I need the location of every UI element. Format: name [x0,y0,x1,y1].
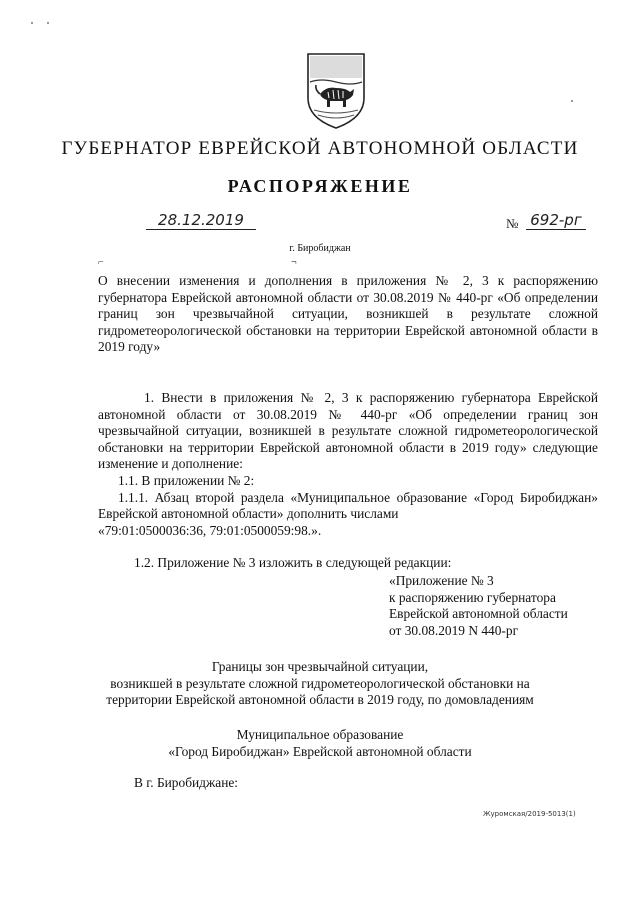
footer-reference: Журомская/2019-5013(1) [483,810,576,818]
handwritten-date: 28.12.2019 [146,211,256,230]
item-1-1-1-tail: «79:01:0500036:36, 79:01:0500059:98.». [98,522,322,538]
appendix-line: Еврейской автономной области [389,606,568,622]
corner-bracket-left: ⌐ [98,257,104,268]
appendix-line: от 30.08.2019 N 440-рг [389,622,519,638]
item-1-2: 1.2. Приложение № 3 изложить в следующей редакции: [134,555,452,570]
item-1: 1. Внести в приложения № 2, 3 к распоряжению губернатора Еврейской автономной области от 30.08.2019 № 440-рг «Об определении границ зон чрезвычайной ситуации, возникшей в результате сложной гидрометеорологической обстановки на территории Еврейской автономной области в 2019 году» следующие изменение и дополнение: [98,390,598,472]
boundaries-title-line: Границы зон чрезвычайной ситуации, [211,659,429,674]
in-city-label: В г. Биробиджане: [134,775,239,790]
boundaries-title-line: возникшей в результате сложной гидрометеорологической обстановки на [110,675,530,691]
appendix-heading [389,573,609,639]
coat-of-arms-emblem [306,52,366,130]
item-1-1-1-lead: 1.1.1. Абзац второй раздела «Муниципальное образование «Город Биробиджан» Еврейской автономной области» дополнить числами [98,489,598,522]
document-body [98,390,598,539]
appendix-line: «Приложение № 3 [389,573,494,588]
boundaries-title [0,659,640,709]
appendix-line: к распоряжению губернатора [389,589,556,605]
document-subject: О внесении изменения и дополнения в приложения № 2, 3 к распоряжению губернатора Еврейской автономной области от 30.08.2019 № 440-рг «Об определении границ зон чрезвычайной ситуации, возникшей в результате сложной гидрометеорологической обстановки на территории Еврейской автономной области в 2019 году» [98,273,598,355]
city-line: г. Биробиджан [289,243,351,254]
item-1-1: 1.1. В приложении № 2: [118,472,255,488]
corner-bracket-right: ¬ [291,257,297,268]
boundaries-title-line: территории Еврейской автономной области в 2019 году, по домовладениям [106,692,534,708]
scan-speck [31,22,33,24]
organization-title: ГУБЕРНАТОР ЕВРЕЙСКОЙ АВТОНОМНОЙ ОБЛАСТИ [61,138,579,159]
number-label: № [506,216,519,231]
municipality-title [0,727,640,760]
document-type: РАСПОРЯЖЕНИЕ [227,176,413,196]
scan-speck [47,22,49,24]
scan-speck [571,100,573,102]
municipality-line: «Город Биробиджан» Еврейской автономной области [168,743,472,759]
municipality-line: Муниципальное образование [236,727,404,742]
handwritten-number: 692-рг [526,211,586,230]
